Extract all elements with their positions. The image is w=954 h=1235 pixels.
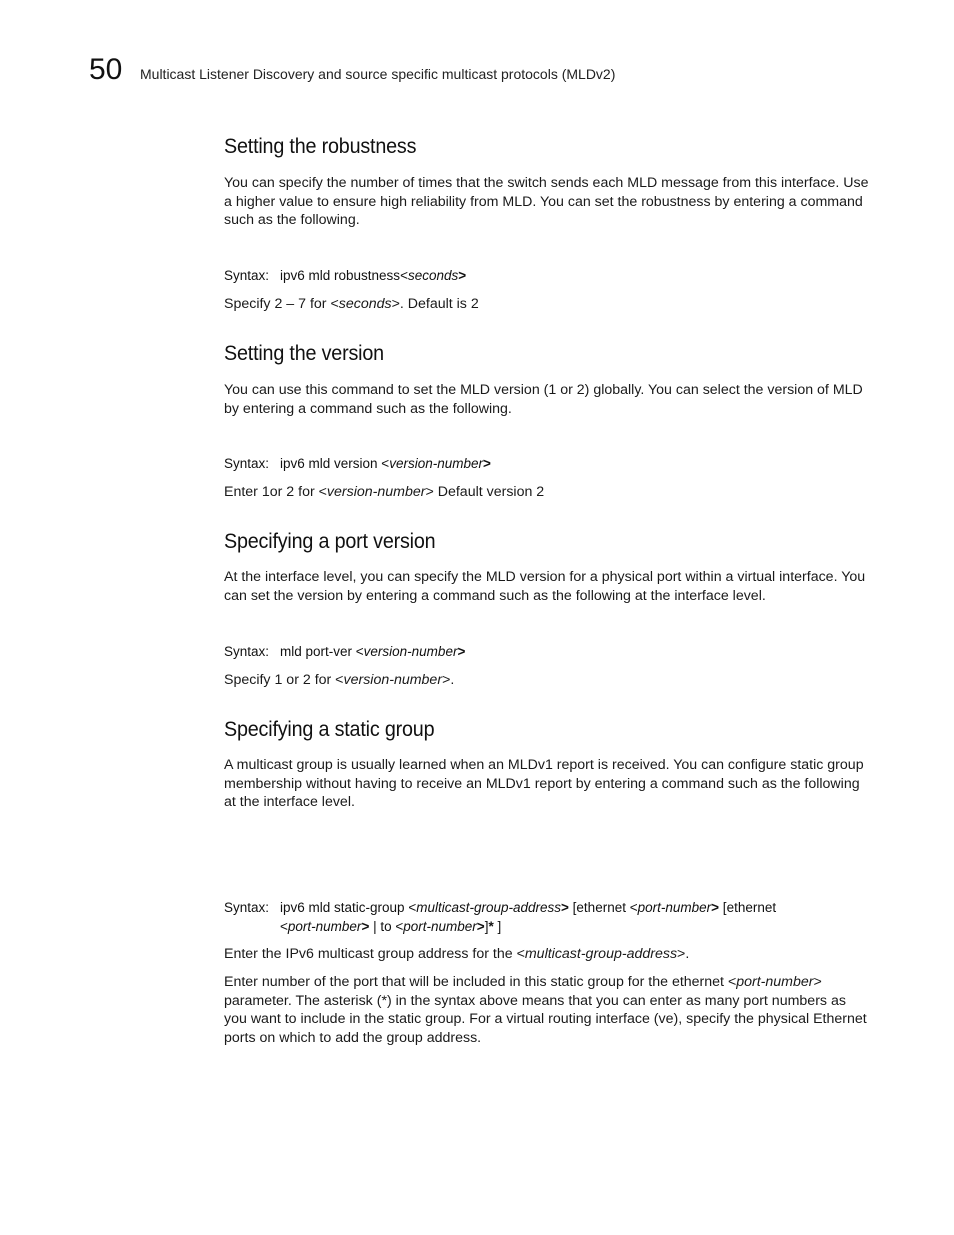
note-robustness xyxy=(224,295,872,314)
syntax-label: Syntax: xyxy=(224,268,270,283)
syntax-argument: port-number xyxy=(637,900,712,915)
note-version xyxy=(224,483,872,502)
syntax-command: mld port-ver xyxy=(280,644,353,659)
note-suffix: >. Default is 2 xyxy=(391,296,479,312)
syntax-static-group: Syntax: ipv6 mld static-group <multicast-group-address> [ethernet <port-number> [ethernet <port-number> | to <port-number>]* ] xyxy=(224,900,777,934)
syntax-argument: seconds xyxy=(407,268,459,283)
syntax-command: ipv6 mld static-group xyxy=(280,900,405,915)
syntax-command: ipv6 mld version xyxy=(280,456,378,471)
syntax-command: ipv6 mld robustness xyxy=(280,268,401,283)
chapter-number: 50 xyxy=(89,53,123,86)
section-body-static-group: A multicast group is usually learned when an MLDv1 report is received. You can configure static group membership without having to receive an MLDv1 report by entering a command such as the following at the interface level. xyxy=(224,757,864,811)
note-argument: port-number xyxy=(736,974,814,990)
syntax-version: Syntax: ipv6 mld version <version-number> xyxy=(224,455,872,474)
section-heading-robustness: Setting the robustness xyxy=(224,135,417,158)
syntax-port-version: Syntax: mld port-ver <version-number> xyxy=(224,643,872,662)
syntax-argument: port-number xyxy=(287,918,362,934)
note-static-group-port xyxy=(224,973,872,1048)
syntax-argument: multicast-group-address xyxy=(416,900,562,915)
note-prefix: Specify 1 or 2 for < xyxy=(224,672,344,688)
syntax-keyword-ethernet: ethernet xyxy=(726,900,777,915)
section-heading-static-group: Specifying a static group xyxy=(224,718,435,741)
syntax-argument: port-number xyxy=(403,918,477,934)
note-argument: version-number xyxy=(326,484,426,500)
section-heading-port-version: Specifying a port version xyxy=(224,530,436,553)
syntax-label: Syntax: xyxy=(224,456,270,471)
note-prefix: Enter number of the port that will be included in this static group for the ethernet < xyxy=(224,974,737,990)
syntax-keyword-ethernet: ethernet xyxy=(576,900,626,915)
note-suffix: > Default version 2 xyxy=(425,484,545,500)
note-argument: multicast-group-address xyxy=(524,946,678,962)
note-suffix: >. xyxy=(442,672,455,688)
syntax-robustness: Syntax: ipv6 mld robustness<seconds> xyxy=(224,267,872,286)
syntax-argument: version-number xyxy=(389,456,483,471)
section-body-robustness: You can specify the number of times that the switch sends each MLD message from this interface. Use a higher value to ensure high reliability from MLD. You can set the robustness by entering a command such as the following. xyxy=(224,175,869,229)
syntax-label: Syntax: xyxy=(224,644,270,659)
syntax-argument: version-number xyxy=(363,644,458,659)
note-argument: seconds xyxy=(338,296,392,312)
syntax-keyword-to: to xyxy=(380,918,392,934)
note-suffix: >. xyxy=(677,946,690,962)
note-port-version xyxy=(224,671,872,690)
section-body-port-version: At the interface level, you can specify the MLD version for a physical port within a virtual interface. You can set the version by entering a command such as the following at the interface level. xyxy=(224,569,866,604)
note-argument: version-number xyxy=(343,672,443,688)
note-suffix: > parameter. The asterisk (*) in the syntax above means that you can enter as many port numbers as you want to include in the static group. For a virtual routing interface (ve), specify the physical Ethernet ports on which to add the group address. xyxy=(224,974,867,1047)
note-prefix: Specify 2 – 7 for < xyxy=(224,296,339,312)
note-prefix: Enter the IPv6 multicast group address for the < xyxy=(224,946,525,962)
section-heading-version: Setting the version xyxy=(224,342,384,365)
note-prefix: Enter 1or 2 for < xyxy=(224,484,327,500)
section-body-version: You can use this command to set the MLD version (1 or 2) globally. You can select the version of MLD by entering a command such as the following. xyxy=(224,382,863,417)
note-static-group-address xyxy=(224,945,872,964)
chapter-title: Multicast Listener Discovery and source specific multicast protocols (MLDv2) xyxy=(140,66,616,82)
syntax-label: Syntax: xyxy=(224,900,270,915)
